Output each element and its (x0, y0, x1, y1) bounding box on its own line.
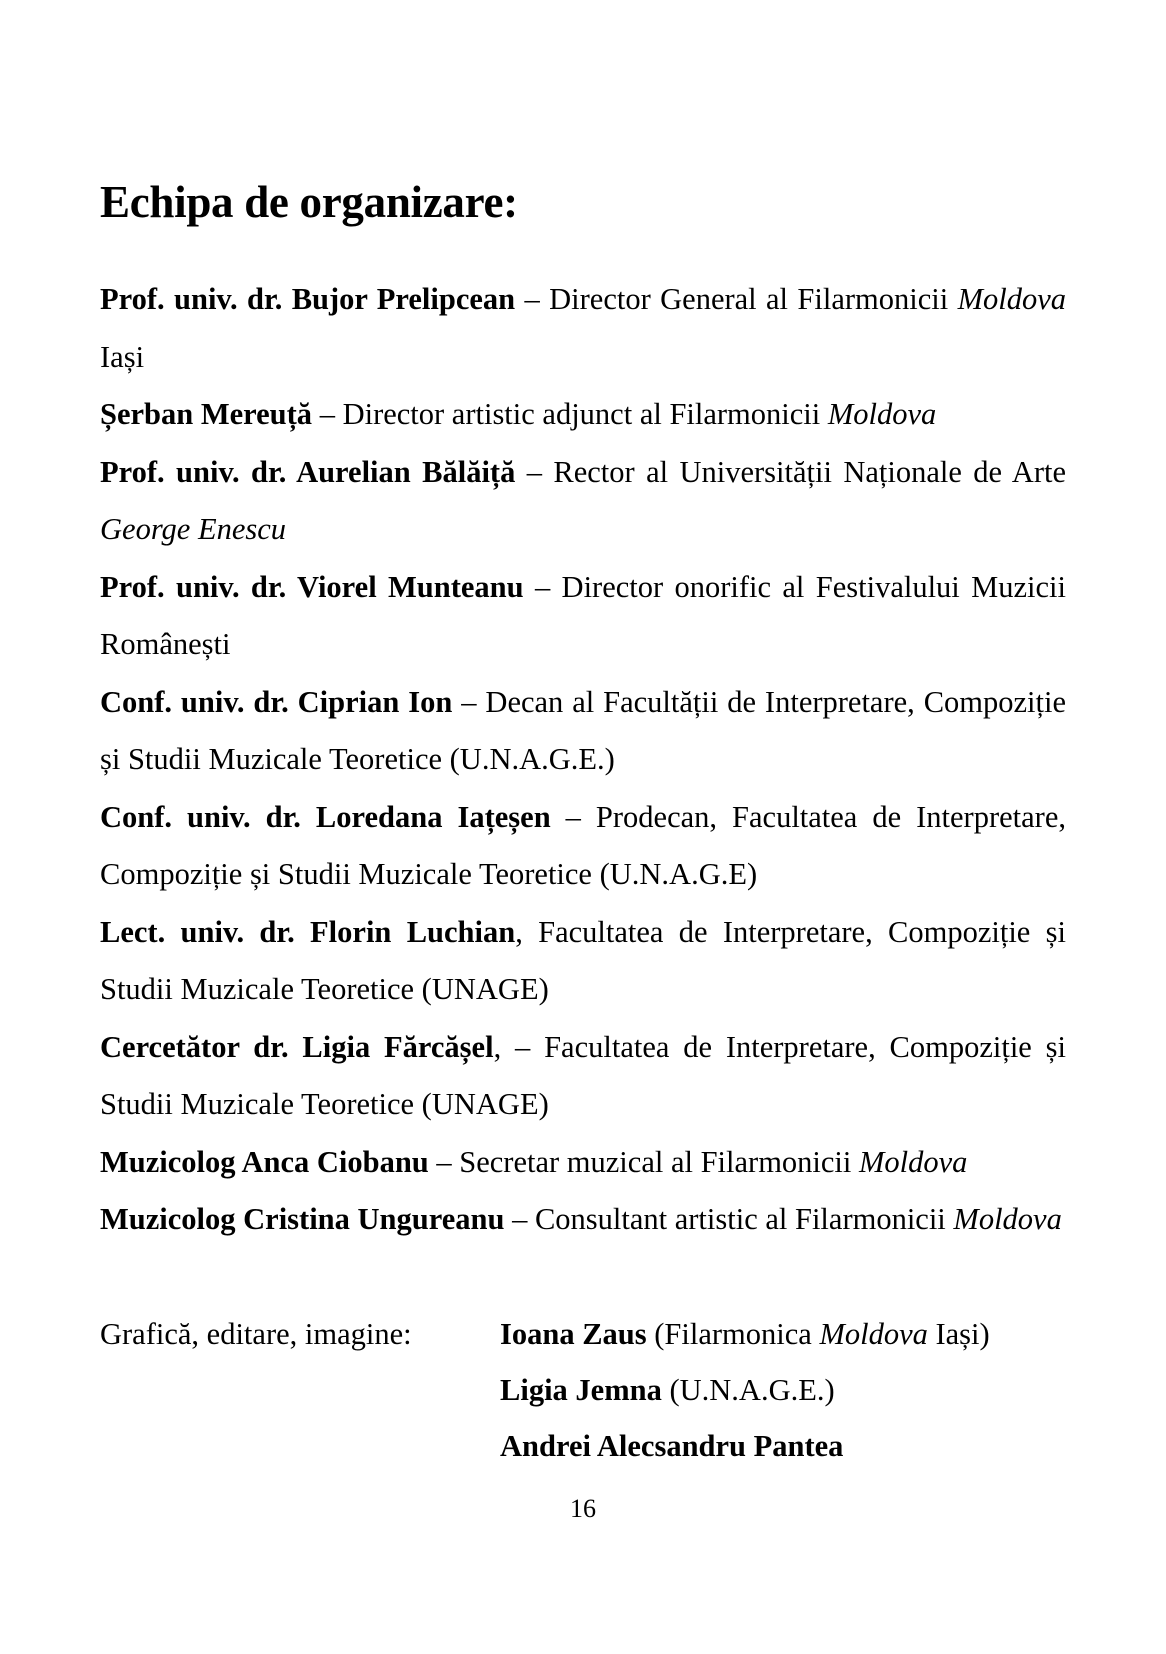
separator: – (428, 1144, 460, 1179)
team-member-entry (100, 789, 1066, 904)
separator: – (312, 397, 343, 431)
team-member-entry (100, 674, 1066, 789)
separator: – (550, 799, 596, 834)
credits-names (500, 1306, 990, 1474)
organizing-team-list (100, 271, 1066, 1249)
member-role: Director artistic adjunct al Filarmonicii (342, 397, 828, 431)
institution-italic: Moldova (953, 1202, 1062, 1236)
team-member-entry (100, 1134, 1066, 1192)
credit-name: Ligia Jemna (500, 1373, 662, 1407)
credit-name: Andrei Alecsandru Pantea (500, 1429, 844, 1463)
member-role: Prodecan, Facultatea de Interpretare, Compoziție și Studii Muzicale Teoretice (U.N.A.G.E) (100, 799, 1066, 891)
member-name: Muzicolog Cristina Ungureanu (100, 1202, 505, 1236)
credit-name: Ioana Zaus (500, 1317, 647, 1351)
separator: , (515, 914, 539, 949)
role-suffix: Iași (100, 339, 145, 374)
separator: – (515, 454, 554, 489)
member-role: Director onorific al Festivalului Muzicii Românești (100, 569, 1066, 661)
team-member-entry (100, 1191, 1066, 1249)
separator: – (515, 282, 550, 316)
member-role: Rector al Universității Naționale de Arte (553, 454, 1067, 489)
member-role: Secretar muzical al Filarmonicii (459, 1144, 859, 1179)
member-name: Conf. univ. dr. Loredana Iațeșen (100, 799, 551, 834)
credit-person (500, 1362, 990, 1418)
member-role: Decan al Facultății de Interpretare, Compoziție și Studii Muzicale Teoretice (U.N.A.G.E.) (100, 684, 1067, 776)
credit-affiliation: (Filarmonica (646, 1317, 820, 1351)
team-member-entry (100, 904, 1066, 1019)
separator: – (452, 684, 486, 719)
member-name: Cercetător dr. Ligia Fărcășel (100, 1029, 494, 1064)
member-name: Conf. univ. dr. Ciprian Ion (100, 684, 453, 719)
member-name: Prof. univ. dr. Viorel Munteanu (100, 569, 524, 604)
team-member-entry (100, 1019, 1066, 1134)
page-title: Echipa de organizare: (100, 177, 518, 227)
institution-italic: George Enescu (100, 512, 287, 546)
credit-person (500, 1418, 990, 1474)
team-member-entry (100, 559, 1066, 674)
member-role: Director General al Filarmonicii (549, 282, 958, 316)
member-role: Consultant artistic al Filarmonicii (534, 1202, 954, 1236)
member-name: Prof. univ. dr. Aurelian Bălăiță (100, 454, 516, 489)
team-member-entry (100, 444, 1066, 559)
credit-person (500, 1306, 990, 1362)
team-member-entry (100, 271, 1066, 386)
credits-label: Grafică, editare, imagine: (100, 1317, 412, 1351)
institution-italic: Moldova (859, 1144, 968, 1179)
member-role: Facultatea de Interpretare, Compoziție și Studii Muzicale Teoretice (UNAGE) (100, 1029, 1067, 1121)
credit-affiliation-italic: Moldova (819, 1317, 928, 1351)
credit-affiliation: (U.N.A.G.E.) (661, 1373, 835, 1407)
member-name: Lect. univ. dr. Florin Luchian (100, 914, 516, 949)
separator: – (504, 1202, 535, 1236)
member-role: Facultatea de Interpretare, Compoziție și Studii Muzicale Teoretice (UNAGE) (100, 914, 1066, 1006)
institution-italic: Moldova (957, 282, 1066, 316)
page-number: 16 (570, 1494, 596, 1523)
separator: – (523, 569, 562, 604)
team-member-entry (100, 386, 1066, 444)
separator: , – (493, 1029, 545, 1064)
member-name: Șerban Mereuță (100, 397, 313, 431)
member-name: Muzicolog Anca Ciobanu (100, 1144, 429, 1179)
credit-affiliation-suffix: Iași) (927, 1317, 990, 1351)
member-name: Prof. univ. dr. Bujor Prelipcean (100, 282, 516, 316)
institution-italic: Moldova (827, 397, 937, 431)
